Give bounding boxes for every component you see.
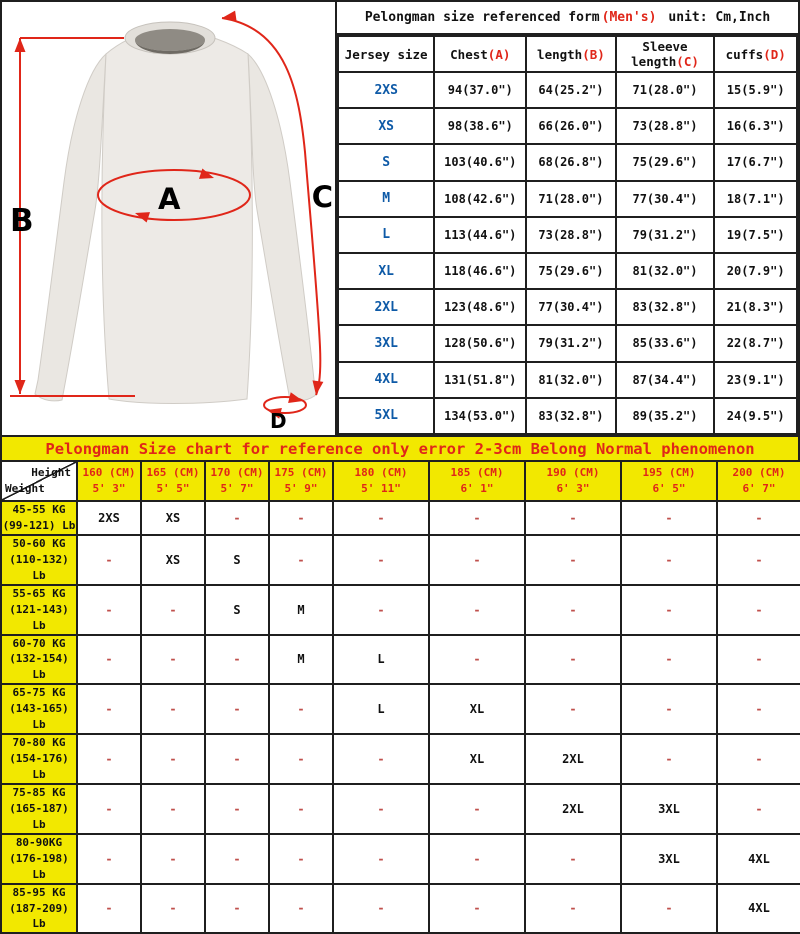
title-prefix: Pelongman size referenced form (364, 10, 600, 25)
size-reference-table (337, 35, 798, 435)
height-cm: 175 (CM) (274, 465, 328, 479)
height-cm: 190 (CM) (546, 465, 600, 479)
height-cm: 200 (CM) (732, 465, 786, 479)
measurement-value: 98(38.6") (434, 108, 526, 144)
size-cell-empty: - (77, 684, 141, 734)
size-cell-empty: - (205, 635, 269, 685)
height-cm: 165 (CM) (146, 465, 200, 479)
weight-row-header (1, 734, 77, 784)
shirt-measurement-diagram (2, 2, 335, 435)
size-cell-empty: - (525, 684, 621, 734)
measurement-value: 24(9.5") (714, 398, 797, 434)
size-cell-empty: - (525, 884, 621, 934)
size-cell: 2XS (77, 501, 141, 535)
size-cell-empty: - (77, 734, 141, 784)
height-cm: 195 (CM) (642, 465, 696, 479)
height-column-header (77, 461, 141, 501)
height-column-header (205, 461, 269, 501)
top-section (0, 0, 800, 437)
size-table-row (338, 72, 797, 108)
size-cell-empty: - (429, 784, 525, 834)
size-table-row (338, 181, 797, 217)
height-column-header (621, 461, 717, 501)
measurement-value: 64(25.2") (526, 72, 616, 108)
measurement-value: 75(29.6") (526, 253, 616, 289)
size-table-row (338, 108, 797, 144)
measurement-value: 134(53.0") (434, 398, 526, 434)
title-mens: (Men's) (601, 10, 657, 25)
size-cell-empty: - (429, 535, 525, 585)
size-cell-empty: - (269, 501, 333, 535)
measurement-value: 16(6.3") (714, 108, 797, 144)
size-cell: 2XL (525, 784, 621, 834)
size-cell-empty: - (333, 535, 429, 585)
size-cell-empty: - (525, 585, 621, 635)
size-cell-empty: - (621, 684, 717, 734)
size-cell-empty: - (717, 734, 800, 784)
height-column-header (717, 461, 800, 501)
size-column-header: length(B) (526, 36, 616, 72)
measurement-value: 20(7.9") (714, 253, 797, 289)
weight-row-header (1, 684, 77, 734)
jersey-size-label: 2XS (338, 72, 434, 108)
jersey-size-label: 2XL (338, 289, 434, 325)
size-cell-empty: - (333, 501, 429, 535)
size-cell-empty: - (269, 834, 333, 884)
size-cell-empty: - (621, 501, 717, 535)
size-cell-empty: - (621, 585, 717, 635)
weight-row-header (1, 535, 77, 585)
jersey-size-label: M (338, 181, 434, 217)
measurement-value: 18(7.1") (714, 181, 797, 217)
height-column-header (525, 461, 621, 501)
size-cell-empty: - (269, 884, 333, 934)
size-cell-empty: - (621, 535, 717, 585)
size-cell-empty: - (269, 734, 333, 784)
size-cell-empty: - (77, 784, 141, 834)
size-cell: 4XL (717, 834, 800, 884)
size-chart-banner: Pelongman Size chart for reference only error 2-3cm Belong Normal phenomenon (0, 437, 800, 460)
weight-lb: (187-209) Lb (9, 901, 69, 931)
measurement-value: 71(28.0") (526, 181, 616, 217)
measurement-value: 85(33.6") (616, 325, 715, 361)
size-cell: 2XL (525, 734, 621, 784)
size-cell-empty: - (717, 535, 800, 585)
size-reference-panel (335, 2, 798, 435)
size-cell: XL (429, 734, 525, 784)
size-table-row (338, 144, 797, 180)
measurement-value: 77(30.4") (526, 289, 616, 325)
height-column-header (141, 461, 205, 501)
size-cell-empty: - (77, 535, 141, 585)
height-column-header (429, 461, 525, 501)
size-column-header: Jersey size (338, 36, 434, 72)
size-cell-empty: - (269, 535, 333, 585)
weight-lb: (132-154) Lb (9, 652, 69, 682)
matrix-row (1, 635, 800, 685)
jersey-size-label: 3XL (338, 325, 434, 361)
size-cell-empty: - (141, 684, 205, 734)
weight-kg: 80-90KG (15, 835, 63, 849)
size-cell-empty: - (333, 834, 429, 884)
size-table-title (337, 2, 798, 35)
weight-lb: (99-121) Lb (2, 518, 76, 532)
measurement-value: 15(5.9") (714, 72, 797, 108)
measurement-value: 79(31.2") (526, 325, 616, 361)
size-cell: 3XL (621, 784, 717, 834)
weight-row-header (1, 635, 77, 685)
weight-lb: (176-198) Lb (9, 851, 69, 881)
size-cell-empty: - (333, 784, 429, 834)
size-cell: M (269, 585, 333, 635)
size-cell-empty: - (141, 784, 205, 834)
size-cell-empty: - (141, 884, 205, 934)
size-cell-empty: - (717, 784, 800, 834)
measurement-value: 87(34.4") (616, 362, 715, 398)
weight-row-header (1, 834, 77, 884)
measurement-value: 73(28.8") (526, 217, 616, 253)
matrix-header-row (1, 461, 800, 501)
size-table-row (338, 289, 797, 325)
height-column-header (269, 461, 333, 501)
weight-kg: 55-65 KG (12, 586, 66, 600)
height-ft: 6' 7" (742, 482, 776, 495)
measurement-value: 108(42.6") (434, 181, 526, 217)
jersey-size-label: 5XL (338, 398, 434, 434)
size-cell-empty: - (429, 884, 525, 934)
size-cell-empty: - (621, 884, 717, 934)
height-ft: 5' 9" (284, 482, 318, 495)
size-cell: 4XL (717, 884, 800, 934)
size-cell-empty: - (77, 635, 141, 685)
size-cell: XS (141, 501, 205, 535)
height-ft: 5' 7" (220, 482, 254, 495)
height-column-header (333, 461, 429, 501)
matrix-row (1, 884, 800, 934)
weight-kg: 65-75 KG (12, 686, 66, 700)
size-cell-empty: - (205, 734, 269, 784)
matrix-row (1, 501, 800, 535)
size-cell-empty: - (429, 635, 525, 685)
size-cell: S (205, 585, 269, 635)
jersey-size-label: 4XL (338, 362, 434, 398)
label-D: D (270, 409, 287, 433)
measurement-value: 68(26.8") (526, 144, 616, 180)
size-cell-empty: - (77, 834, 141, 884)
measurement-value: 79(31.2") (616, 217, 715, 253)
size-cell: XS (141, 535, 205, 585)
measurement-value: 128(50.6") (434, 325, 526, 361)
measurement-value: 73(28.8") (616, 108, 715, 144)
column-key-letter: (D) (763, 46, 786, 62)
corner-weight-label: Weight (5, 481, 45, 495)
matrix-row (1, 734, 800, 784)
matrix-row (1, 684, 800, 734)
weight-kg: 70-80 KG (12, 736, 66, 750)
height-ft: 6' 5" (652, 482, 686, 495)
column-key-letter: (A) (487, 46, 511, 62)
height-cm: 180 (CM) (354, 465, 408, 479)
column-key-letter: (C) (676, 54, 699, 69)
height-ft: 5' 3" (92, 482, 126, 495)
size-cell-empty: - (525, 535, 621, 585)
weight-lb: (154-176) Lb (9, 752, 69, 781)
weight-lb: (121-143) Lb (9, 602, 69, 632)
size-cell: 3XL (621, 834, 717, 884)
measurement-value: 75(29.6") (616, 144, 715, 180)
jersey-size-label: XL (338, 253, 434, 289)
weight-kg: 50-60 KG (12, 536, 66, 550)
size-column-header: Sleeve length(C) (616, 36, 715, 72)
size-cell-empty: - (717, 635, 800, 685)
size-cell-empty: - (717, 585, 800, 635)
size-cell-empty: - (141, 734, 205, 784)
size-cell-empty: - (621, 635, 717, 685)
height-cm: 170 (CM) (210, 465, 264, 479)
weight-row-header (1, 501, 77, 535)
matrix-row (1, 535, 800, 585)
height-weight-matrix (0, 460, 800, 934)
jersey-size-label: XS (338, 108, 434, 144)
size-cell-empty: - (205, 834, 269, 884)
measurement-value: 89(35.2") (616, 398, 715, 434)
measurement-value: 123(48.6") (434, 289, 526, 325)
matrix-row (1, 834, 800, 884)
weight-lb: (143-165) Lb (9, 702, 69, 732)
size-cell-empty: - (333, 734, 429, 784)
size-cell-empty: - (205, 884, 269, 934)
measurement-value: 83(32.8") (616, 289, 715, 325)
size-cell-empty: - (717, 501, 800, 535)
measurement-value: 113(44.6") (434, 217, 526, 253)
size-cell-empty: - (205, 784, 269, 834)
measurement-value: 77(30.4") (616, 181, 715, 217)
size-table-header-row (338, 36, 797, 72)
size-cell: L (333, 635, 429, 685)
size-cell-empty: - (77, 884, 141, 934)
measurement-value: 81(32.0") (616, 253, 715, 289)
shirt-diagram-svg (2, 2, 335, 435)
weight-kg: 60-70 KG (12, 636, 66, 650)
size-cell-empty: - (429, 585, 525, 635)
measurement-value: 23(9.1") (714, 362, 797, 398)
height-ft: 5' 5" (156, 482, 190, 495)
height-cm: 160 (CM) (82, 465, 136, 479)
size-cell-empty: - (525, 834, 621, 884)
title-unit: unit: Cm,Inch (668, 10, 771, 25)
size-cell-empty: - (77, 585, 141, 635)
measurement-value: 22(8.7") (714, 325, 797, 361)
size-cell-empty: - (525, 635, 621, 685)
size-cell-empty: - (429, 834, 525, 884)
height-cm: 185 (CM) (450, 465, 504, 479)
size-table-row (338, 362, 797, 398)
measurement-value: 17(6.7") (714, 144, 797, 180)
measurement-value: 21(8.3") (714, 289, 797, 325)
weight-kg: 45-55 KG (12, 503, 66, 516)
size-cell: L (333, 684, 429, 734)
size-column-header: Chest(A) (434, 36, 526, 72)
size-cell-empty: - (525, 501, 621, 535)
height-ft: 6' 1" (460, 482, 494, 495)
size-table-row (338, 253, 797, 289)
measurement-value: 71(28.0") (616, 72, 715, 108)
measurement-value: 66(26.0") (526, 108, 616, 144)
size-cell-empty: - (269, 784, 333, 834)
size-cell-empty: - (205, 501, 269, 535)
jersey-size-label: L (338, 217, 434, 253)
size-cell-empty: - (717, 684, 800, 734)
matrix-row (1, 784, 800, 834)
size-table-row (338, 325, 797, 361)
size-cell-empty: - (333, 585, 429, 635)
label-A: A (158, 182, 181, 216)
measurement-value: 19(7.5") (714, 217, 797, 253)
size-cell: XL (429, 684, 525, 734)
matrix-row (1, 585, 800, 635)
measurement-value: 118(46.6") (434, 253, 526, 289)
height-weight-corner-cell (1, 461, 77, 501)
measurement-value: 103(40.6") (434, 144, 526, 180)
size-table-row (338, 217, 797, 253)
measurement-value: 83(32.8") (526, 398, 616, 434)
height-ft: 5' 11" (361, 482, 401, 495)
measurement-value: 81(32.0") (526, 362, 616, 398)
jersey-size-label: S (338, 144, 434, 180)
size-column-header: cuffs(D) (714, 36, 797, 72)
label-B: B (10, 203, 34, 239)
corner-height-label: Height (31, 466, 71, 479)
measurement-value: 131(51.8") (434, 362, 526, 398)
weight-row-header (1, 884, 77, 934)
measurement-value: 94(37.0") (434, 72, 526, 108)
size-table-row (338, 398, 797, 434)
size-cell: S (205, 535, 269, 585)
size-cell-empty: - (269, 684, 333, 734)
size-cell-empty: - (333, 884, 429, 934)
size-cell-empty: - (141, 585, 205, 635)
size-cell-empty: - (141, 635, 205, 685)
size-cell-empty: - (429, 501, 525, 535)
weight-kg: 75-85 KG (12, 785, 66, 799)
height-ft: 6' 3" (556, 482, 590, 495)
weight-lb: (165-187) Lb (9, 801, 69, 831)
size-cell: M (269, 635, 333, 685)
label-C: C (311, 180, 333, 214)
size-cell-empty: - (621, 734, 717, 784)
weight-kg: 85-95 KG (12, 885, 66, 899)
size-cell-empty: - (205, 684, 269, 734)
size-cell-empty: - (141, 834, 205, 884)
weight-row-header (1, 784, 77, 834)
column-key-letter: (B) (582, 46, 605, 62)
weight-row-header (1, 585, 77, 635)
weight-lb: (110-132) Lb (9, 552, 69, 582)
